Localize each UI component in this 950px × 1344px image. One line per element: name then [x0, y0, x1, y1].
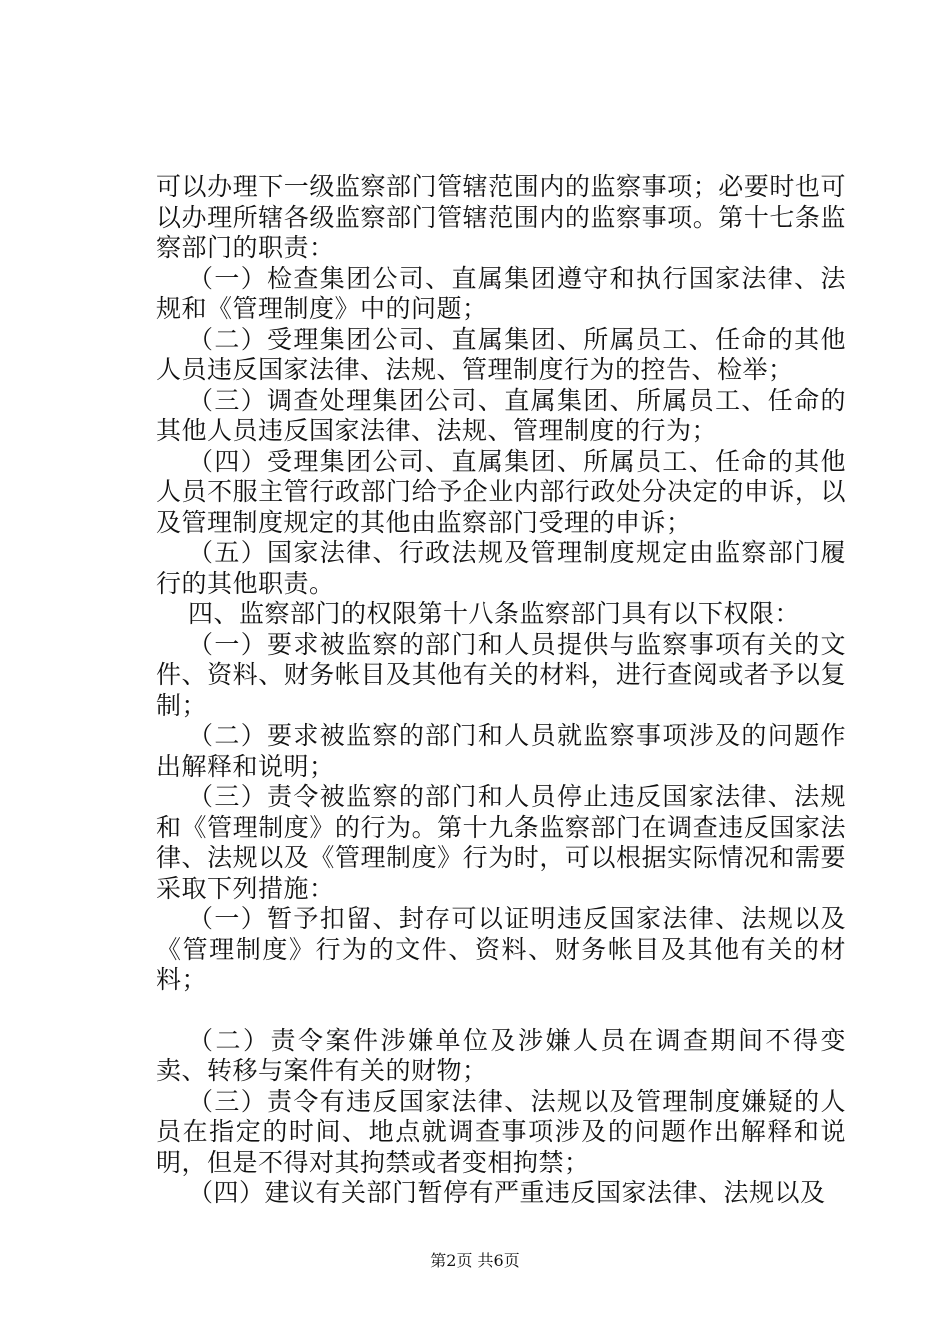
paragraph-duty-2: （二）受理集团公司、直属集团、所属员工、任命的其他人员违反国家法律、法规、管理制度行为的控告、检举；	[156, 324, 846, 384]
paragraph-authority-2: （二）要求被监察的部门和人员就监察事项涉及的问题作出解释和说明；	[156, 721, 846, 781]
paragraph-duty-1: （一）检查集团公司、直属集团遵守和执行国家法律、法规和《管理制度》中的问题；	[156, 263, 846, 323]
paragraph-duty-3: （三）调查处理集团公司、直属集团、所属员工、任命的其他人员违反国家法律、法规、管理制度的行为；	[156, 385, 846, 445]
paragraph-measure-4: （四）建议有关部门暂停有严重违反国家法律、法规以及	[188, 1178, 826, 1207]
page-number-footer: 第2页 共6页	[430, 1251, 520, 1270]
paragraph-authority-3: （三）责令被监察的部门和人员停止违反国家法律、法规和《管理制度》的行为。第十九条监察部门在调查违反国家法律、法规以及《管理制度》行为时，可以根据实际情况和需要采取下列措施：	[156, 782, 846, 903]
paragraph-measure-3: （三）责令有违反国家法律、法规以及管理制度嫌疑的人员在指定的时间、地点就调查事项涉及的问题作出解释和说明，但是不得对其拘禁或者变相拘禁；	[156, 1086, 846, 1177]
paragraph-measure-2: （二）责令案件涉嫌单位及涉嫌人员在调查期间不得变卖、转移与案件有关的财物；	[156, 1025, 846, 1085]
section-heading-authority: 四、监察部门的权限第十八条监察部门具有以下权限：	[188, 599, 801, 628]
paragraph-measure-1: （一）暂予扣留、封存可以证明违反国家法律、法规以及《管理制度》行为的文件、资料、财务帐目及其他有关的材料；	[156, 904, 846, 994]
paragraph-duty-4: （四）受理集团公司、直属集团、所属员工、任命的其他人员不服主管行政部门给予企业内部行政处分决定的申诉，以及管理制度规定的其他由监察部门受理的申诉；	[156, 446, 846, 537]
paragraph-duty-5: （五）国家法律、行政法规及管理制度规定由监察部门履行的其他职责。	[156, 538, 846, 598]
document-body	[156, 172, 846, 1209]
paragraph-authority-1: （一）要求被监察的部门和人员提供与监察事项有关的文件、资料、财务帐目及其他有关的材料，进行查阅或者予以复制；	[156, 629, 846, 720]
paragraph-continuation: 可以办理下一级监察部门管辖范围内的监察事项；必要时也可以办理所辖各级监察部门管辖范围内的监察事项。第十七条监察部门的职责：	[156, 172, 846, 262]
